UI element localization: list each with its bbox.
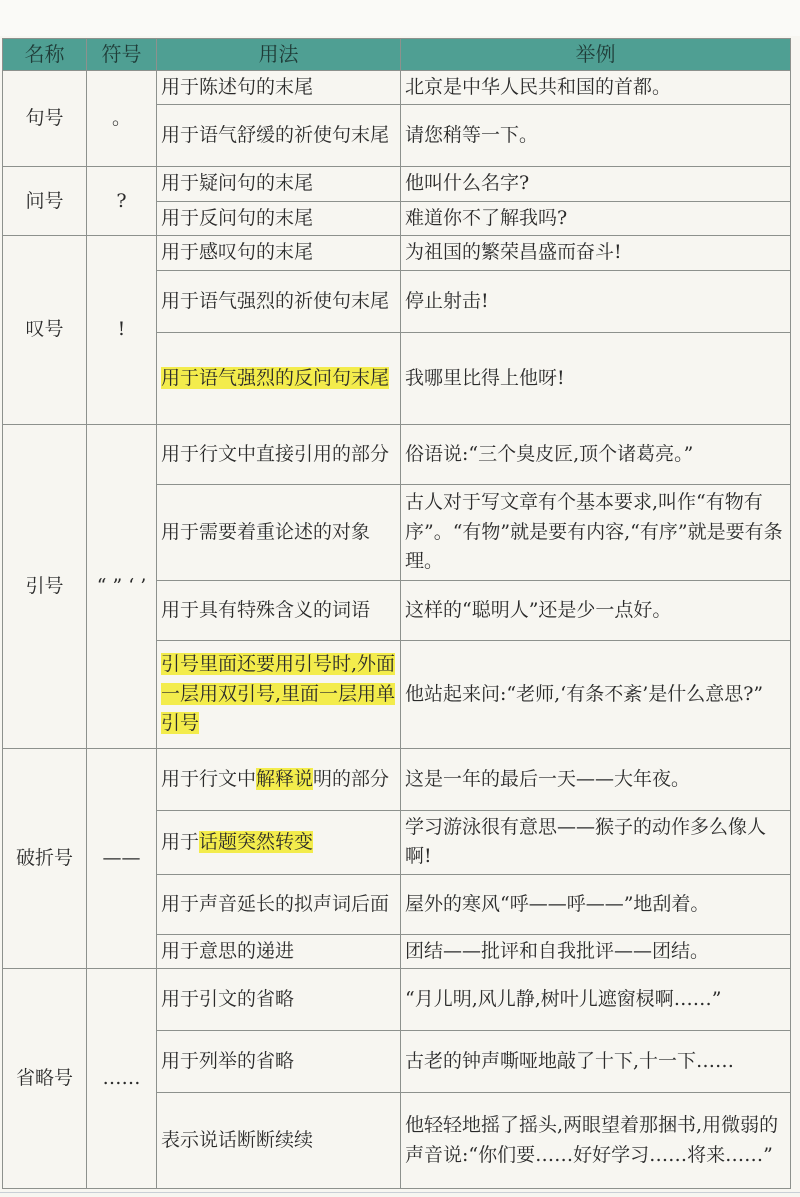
mark-name: 破折号 bbox=[3, 748, 87, 968]
usage-cell: 用于反问句的末尾 bbox=[157, 201, 401, 235]
mark-name: 叹号 bbox=[3, 236, 87, 424]
mark-symbol: ? bbox=[87, 167, 157, 236]
highlighted-text: 解释说 bbox=[256, 767, 314, 790]
header-usage: 用法 bbox=[157, 39, 401, 71]
usage-cell: 用于声音延长的拟声词后面 bbox=[157, 874, 401, 934]
mark-name: 问号 bbox=[3, 167, 87, 236]
example-cell: 古老的钟声嘶哑地敲了十下,十一下…… bbox=[401, 1031, 791, 1093]
example-cell: 古人对于写文章有个基本要求,叫作“有物有序”。“有物”就是要有内容,“有序”就是要有条理。 bbox=[401, 484, 791, 580]
example-cell: 难道你不了解我吗? bbox=[401, 201, 791, 235]
example-cell: 他叫什么名字? bbox=[401, 167, 791, 201]
example-cell: 他站起来问:“老师,‘有条不紊’是什么意思?” bbox=[401, 640, 791, 748]
usage-cell: 表示说话断断续续 bbox=[157, 1093, 401, 1189]
example-cell: 这是一年的最后一天——大年夜。 bbox=[401, 748, 791, 810]
usage-cell: 用于行文中直接引用的部分 bbox=[157, 424, 401, 484]
usage-cell: 用于具有特殊含义的词语 bbox=[157, 580, 401, 640]
usage-cell: 用于需要着重论述的对象 bbox=[157, 484, 401, 580]
example-cell: 北京是中华人民共和国的首都。 bbox=[401, 71, 791, 105]
usage-cell: 用于疑问句的末尾 bbox=[157, 167, 401, 201]
example-cell: 他轻轻地摇了摇头,两眼望着那捆书,用微弱的声音说:“你们要……好好学习……将来……” bbox=[401, 1093, 791, 1189]
usage-cell: 用于列举的省略 bbox=[157, 1031, 401, 1093]
table-row bbox=[3, 748, 791, 810]
highlighted-text: 用于语气强烈的反问句末尾 bbox=[161, 366, 390, 389]
example-cell: 团结——批评和自我批评——团结。 bbox=[401, 934, 791, 968]
mark-symbol: “ ” ‘ ’ bbox=[87, 424, 157, 748]
header-example: 举例 bbox=[401, 39, 791, 71]
usage-cell: 用于陈述句的末尾 bbox=[157, 71, 401, 105]
example-cell: 屋外的寒风“呼——呼——”地刮着。 bbox=[401, 874, 791, 934]
table-row bbox=[3, 424, 791, 484]
table-row bbox=[3, 167, 791, 201]
usage-cell bbox=[157, 810, 401, 874]
example-cell: 这样的“聪明人”还是少一点好。 bbox=[401, 580, 791, 640]
usage-cell bbox=[157, 748, 401, 810]
usage-cell bbox=[157, 332, 401, 424]
mark-name: 省略号 bbox=[3, 969, 87, 1189]
notebook-rule bbox=[0, 1192, 800, 1193]
usage-text: 明的部分 bbox=[313, 767, 390, 790]
table-row bbox=[3, 71, 791, 105]
example-cell: “月儿明,风儿静,树叶儿遮窗棂啊……” bbox=[401, 969, 791, 1031]
paper-margin bbox=[0, 0, 800, 36]
example-cell: 请您稍等一下。 bbox=[401, 105, 791, 167]
example-cell: 俗语说:“三个臭皮匠,顶个诸葛亮。” bbox=[401, 424, 791, 484]
highlighted-text: 引号里面还要用引号时,外面一层用双引号,里面一层用单引号 bbox=[161, 653, 396, 734]
example-cell: 我哪里比得上他呀! bbox=[401, 332, 791, 424]
punctuation-table bbox=[2, 38, 791, 1189]
usage-text: 用于 bbox=[161, 830, 200, 853]
usage-cell: 用于引文的省略 bbox=[157, 969, 401, 1031]
usage-cell: 用于语气强烈的祈使句末尾 bbox=[157, 270, 401, 332]
usage-cell: 用于语气舒缓的祈使句末尾 bbox=[157, 105, 401, 167]
header-row bbox=[3, 39, 791, 71]
header-symbol: 符号 bbox=[87, 39, 157, 71]
table-row bbox=[3, 236, 791, 270]
usage-cell: 用于意思的递进 bbox=[157, 934, 401, 968]
example-cell: 停止射击! bbox=[401, 270, 791, 332]
example-cell: 为祖国的繁荣昌盛而奋斗! bbox=[401, 236, 791, 270]
mark-symbol: 。 bbox=[87, 71, 157, 167]
table-row bbox=[3, 969, 791, 1031]
usage-text: 用于行文中 bbox=[161, 767, 257, 790]
mark-name: 引号 bbox=[3, 424, 87, 748]
highlighted-text: 话题突然转变 bbox=[199, 830, 314, 853]
usage-cell bbox=[157, 640, 401, 748]
header-name: 名称 bbox=[3, 39, 87, 71]
usage-cell: 用于感叹句的末尾 bbox=[157, 236, 401, 270]
mark-symbol: —— bbox=[87, 748, 157, 968]
mark-symbol: ! bbox=[87, 236, 157, 424]
mark-symbol: …… bbox=[87, 969, 157, 1189]
example-cell: 学习游泳很有意思——猴子的动作多么像人啊! bbox=[401, 810, 791, 874]
mark-name: 句号 bbox=[3, 71, 87, 167]
